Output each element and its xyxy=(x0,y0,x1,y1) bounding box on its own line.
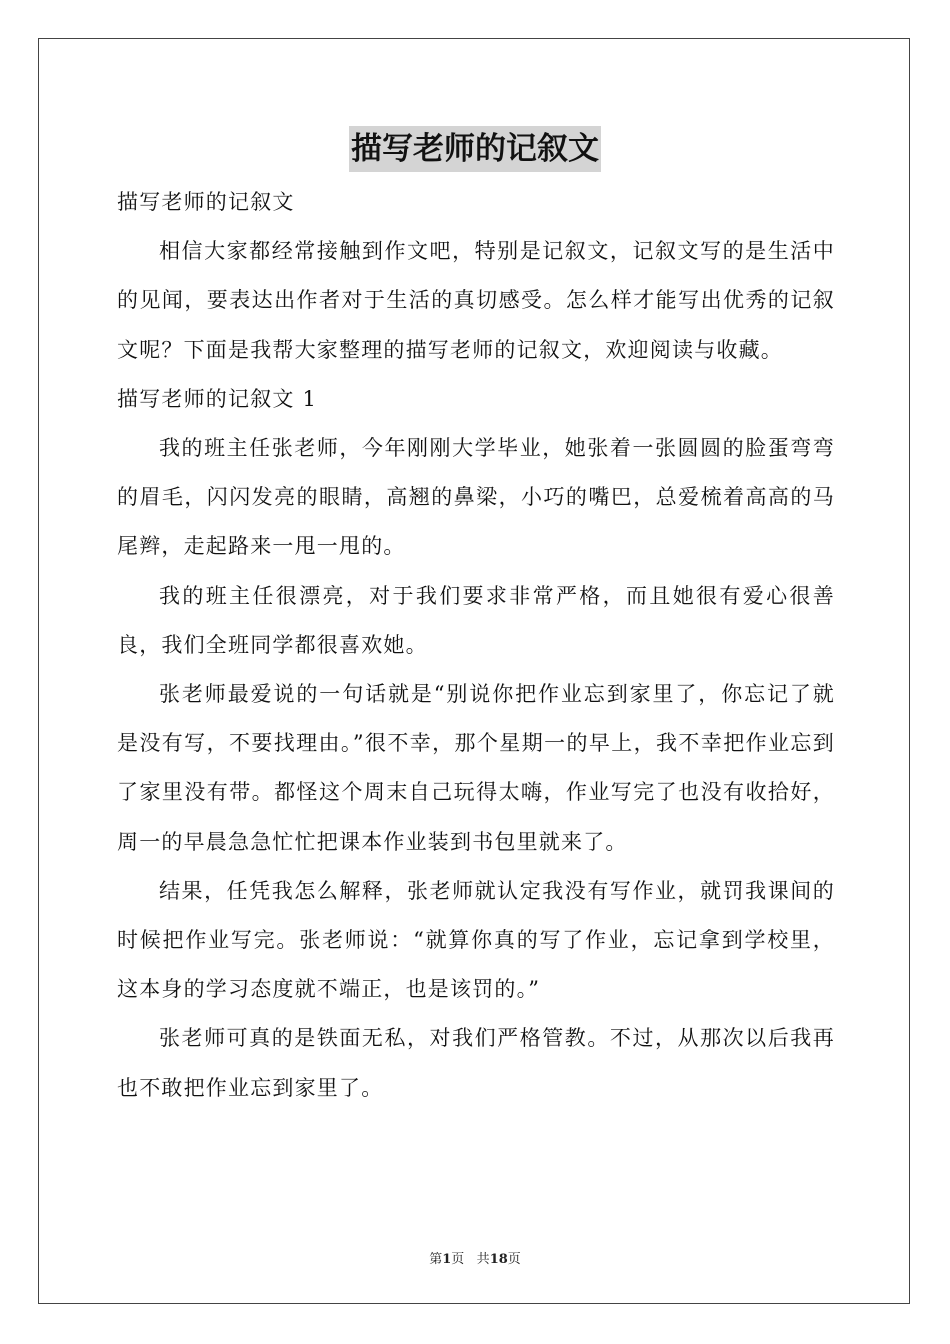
total-pages-number: 18 xyxy=(489,1252,508,1267)
section-heading: 描写老师的记叙文 1 xyxy=(117,386,318,411)
body-paragraph-5: 张老师可真的是铁面无私，对我们严格管教。不过，从那次以后我再也不敢把作业忘到家里了。 xyxy=(117,1026,835,1100)
document-body xyxy=(117,178,835,1113)
body-paragraph-1: 我的班主任张老师，今年刚刚大学毕业，她张着一张圆圆的脸蛋弯弯的眉毛，闪闪发亮的眼睛，高翘的鼻梁，小巧的嘴巴，总爱梳着高高的马尾辫，走起路来一甩一甩的。 xyxy=(117,436,835,559)
body-paragraph-3: 张老师最爱说的一句话就是“别说你把作业忘到家里了，你忘记了就是没有写，不要找理由。”很不幸，那个星期一的早上，我不幸把作业忘到了家里没有带。都怪这个周末自己玩得太嗨，作业写完了也没有收拾好，周一的早晨急急忙忙把课本作业装到书包里就来了。 xyxy=(117,682,835,854)
body-paragraph-2: 我的班主任很漂亮，对于我们要求非常严格，而且她很有爱心很善良，我们全班同学都很喜欢她。 xyxy=(117,583,835,657)
page-label-prefix: 第 xyxy=(429,1252,443,1267)
page-label-suffix: 页 xyxy=(451,1252,465,1267)
total-label-prefix: 共 xyxy=(476,1252,490,1267)
document-title: 描写老师的记叙文 xyxy=(349,126,601,172)
current-page-number: 1 xyxy=(442,1252,452,1267)
intro-paragraph: 相信大家都经常接触到作文吧，特别是记叙文，记叙文写的是生活中的见闻，要表达出作者对于生活的真切感受。怎么样才能写出优秀的记叙文呢？下面是我帮大家整理的描写老师的记叙文，欢迎阅读与收藏。 xyxy=(117,239,835,362)
body-paragraph-4: 结果，任凭我怎么解释，张老师就认定我没有写作业，就罚我课间的时候把作业写完。张老师说：“就算你真的写了作业，忘记拿到学校里，这本身的学习态度就不端正，也是该罚的。” xyxy=(117,878,835,1002)
title-container xyxy=(0,126,950,172)
document-subtitle: 描写老师的记叙文 xyxy=(117,190,295,214)
page-footer xyxy=(0,1248,950,1267)
total-label-suffix: 页 xyxy=(507,1252,521,1267)
